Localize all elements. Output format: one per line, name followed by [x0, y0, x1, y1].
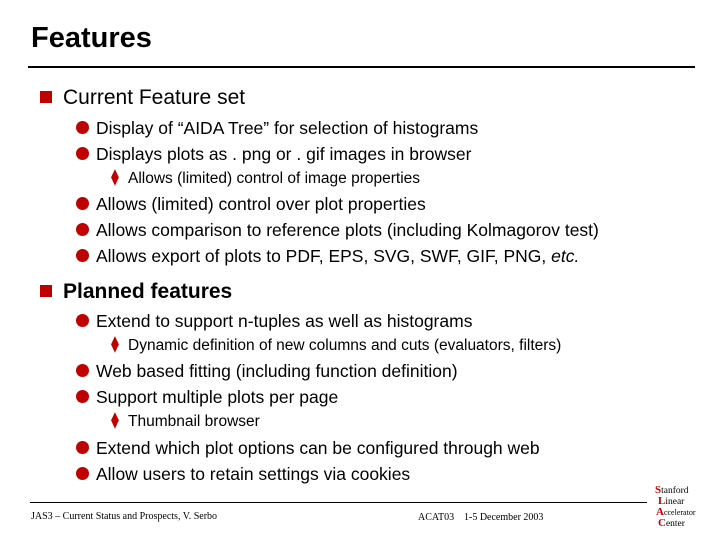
list-item: Extend which plot options can be configured through web — [96, 438, 540, 458]
slide-title: Features — [31, 22, 152, 54]
section-heading-planned: Planned features — [63, 280, 233, 303]
footer-date: 1-5 December 2003 — [464, 512, 544, 523]
list-item-text: Allows export of plots to PDF, EPS, SVG, SWF, GIF, PNG, — [96, 246, 552, 266]
round-bullet-icon — [76, 147, 89, 160]
diamond-bullet-icon: ⧫ — [111, 412, 119, 429]
footer-center: ACAT03 — [418, 512, 455, 523]
round-bullet-icon — [76, 223, 89, 236]
square-bullet-icon — [40, 285, 52, 297]
list-item: Allows comparison to reference plots (including Kolmagorov test) — [96, 220, 599, 240]
round-bullet-icon — [76, 314, 89, 327]
list-item: Support multiple plots per page — [96, 387, 339, 407]
list-item: Allow users to retain settings via cookies — [96, 464, 411, 484]
list-item: Allows (limited) control over plot properties — [96, 194, 426, 214]
title-rule — [28, 66, 695, 68]
round-bullet-icon — [76, 364, 89, 377]
round-bullet-icon — [76, 467, 89, 480]
sub-list-item: Dynamic definition of new columns and cuts (evaluators, filters) — [128, 337, 562, 354]
round-bullet-icon — [76, 121, 89, 134]
list-item: Display of “AIDA Tree” for selection of histograms — [96, 118, 479, 138]
sub-list-item: Thumbnail browser — [128, 413, 260, 430]
round-bullet-icon — [76, 390, 89, 403]
sub-list-item: Allows (limited) control of image properties — [128, 170, 421, 187]
slac-logo: Stanford Linear Accelerator Center — [655, 484, 696, 529]
round-bullet-icon — [76, 197, 89, 210]
square-bullet-icon — [40, 91, 52, 103]
list-item: Displays plots as . png or . gif images in browser — [96, 144, 472, 164]
list-item — [96, 246, 579, 267]
section-heading-current: Current Feature set — [63, 86, 246, 109]
diamond-bullet-icon: ⧫ — [111, 169, 119, 186]
round-bullet-icon — [76, 441, 89, 454]
footer-rule — [30, 502, 647, 503]
round-bullet-icon — [76, 249, 89, 262]
etc-text: etc. — [551, 246, 580, 266]
footer-left: JAS3 – Current Status and Prospects, V. Serbo — [31, 511, 218, 522]
list-item: Extend to support n-tuples as well as histograms — [96, 311, 473, 331]
list-item: Web based fitting (including function definition) — [96, 361, 458, 381]
diamond-bullet-icon: ⧫ — [111, 336, 119, 353]
